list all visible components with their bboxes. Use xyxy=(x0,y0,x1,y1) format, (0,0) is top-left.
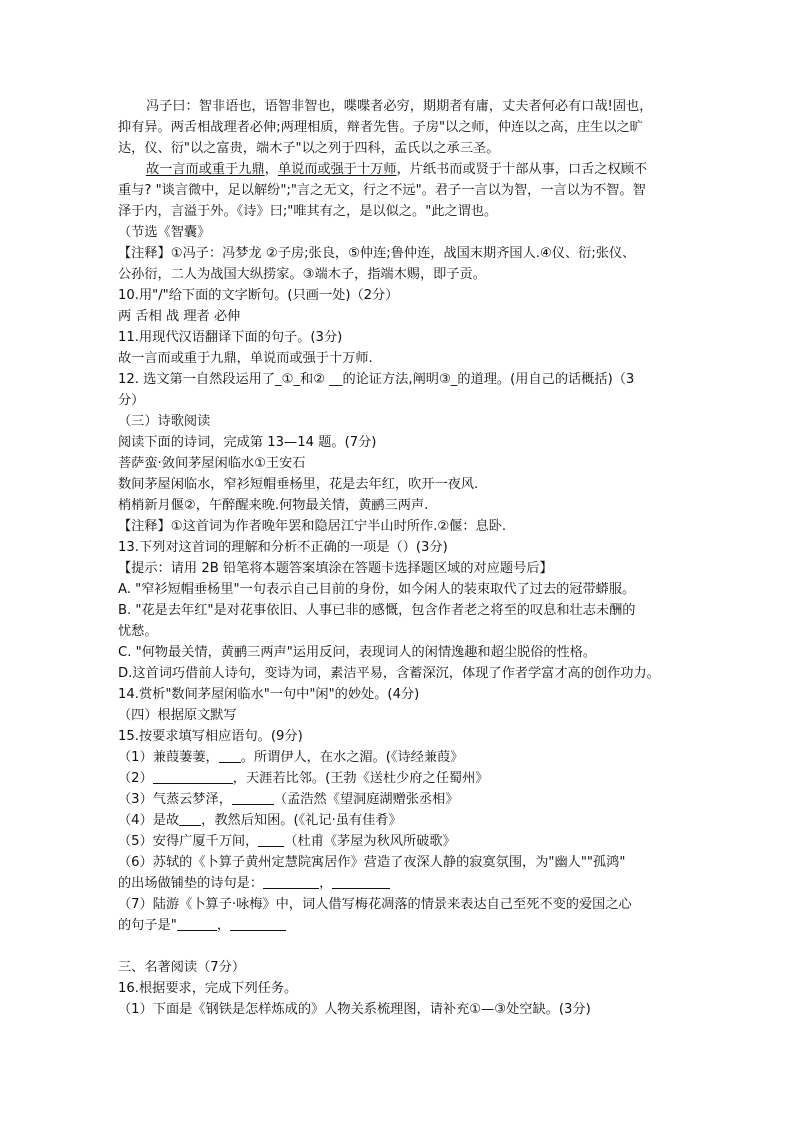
question-11-text: 故一言而或重于九鼎，单说而或强于十万师. xyxy=(118,351,373,366)
question-15-stem: 15.按要求填写相应语句。(9分) xyxy=(118,729,303,744)
dictation-item: （3）气蒸云梦泽， （孟浩然《望洞庭湖赠张丞相》 xyxy=(118,792,459,807)
answer-blank[interactable] xyxy=(230,916,286,931)
question-16-stem: 16.根据要求，完成下列任务。 xyxy=(118,981,298,996)
passage-line: 达，仪、衍"以之富贵，端木子"以之列于四科，孟氏以之承三圣。 xyxy=(118,141,500,156)
passage-line: 重与? "谈言微中，足以解纷";"言之无文，行之不远"。君子一言以为智，一言以为不智。智 xyxy=(118,183,646,198)
dictation-item: （2） ，天涯若比邻。(王勃《送杜少府之任蜀州》 xyxy=(118,771,489,786)
option-b-cont: 忧愁。 xyxy=(118,624,158,639)
section-heading: （四）根据原文默写 xyxy=(118,708,237,723)
option-c: C. "何物最关情，黄鹂三两声"运用反问，表现词人的闲情逸趣和超尘脱俗的性格。 xyxy=(118,645,597,660)
dictation-item: （7）陆游《卜算子·咏梅》中，词人借写梅花凋落的情景来表达自己至死不变的爱国之心 xyxy=(118,897,632,912)
dictation-item: （4）是故 ，教然后知困。(《礼记·虽有佳肴》 xyxy=(118,813,402,828)
answer-blank[interactable] xyxy=(332,874,390,889)
option-b: B. "花是去年红"是对花事依旧、人事已非的感慨，包含作者老之将至的叹息和壮志未酬的 xyxy=(118,603,636,618)
dictation-item: （1）兼葭萋萋， 。所谓伊人，在水之湄。(《诗经兼葭》 xyxy=(118,750,464,765)
dictation-item: 的句子是" ， xyxy=(118,916,286,936)
question-10-text: 两 舌相 战 理者 必伸 xyxy=(118,309,241,324)
passage-line: 故一言而或重于九鼎，单说而或强于十万师，片纸书而或贤于十部从事，口舌之权顾不 xyxy=(146,162,648,177)
answer-blank[interactable] xyxy=(219,748,241,763)
poem-line: 梢梢新月偃②，午醉醒来晚.何物最关情，黄鹂三两声. xyxy=(118,498,429,513)
question-11-stem: 11.用现代汉语翻译下面的句子。(3分) xyxy=(118,330,343,345)
underlined-phrase: 故一言而或重于九鼎 xyxy=(146,162,265,177)
section-heading: （三）诗歌阅读 xyxy=(118,414,211,429)
question-13-hint: 【提示：请用 2B 铅笔将本题答案填涂在答题卡选择题区域的对应题号后】 xyxy=(118,561,553,576)
answer-blank[interactable] xyxy=(232,790,274,805)
question-12-stem: 12. 选文第一自然段运用了_①_和② __的论证方法,阐明③_的道理。(用自己的话概括)（3 xyxy=(118,372,635,387)
passage-line: 泽于内，言溢于外。《诗》曰;"唯其有之，是以似之。"此之谓也。 xyxy=(118,204,498,219)
poem-title: 菩萨蛮·敛间茅屋闲临水①王安石 xyxy=(118,456,306,471)
answer-blank[interactable] xyxy=(153,769,233,784)
poem-notes: 【注释】①这首词为作者晚年罢和隐居江宁半山时所作.②偃：息卧. xyxy=(118,519,507,534)
poem-line: 数间茅屋闲临水，窄衫短帽垂杨里，花是去年红，吹开一夜风. xyxy=(118,477,479,492)
question-10-stem: 10.用"/"给下面的文字断句。(只画一处)（2分） xyxy=(118,288,399,303)
underlined-phrase: 单说而或强于十万师 xyxy=(277,162,397,177)
option-d: D.这首词巧借前人诗句，变诗为词，素洁平易，含蓄深沉，体现了作者学富才高的创作功力。 xyxy=(118,666,660,681)
poetry-intro: 阅读下面的诗词，完成第 13—14 题。(7分) xyxy=(118,435,377,450)
answer-blank[interactable] xyxy=(179,811,201,826)
question-13-stem: 13.下列对这首词的理解和分析不正确的一项是（）(3分) xyxy=(118,540,448,555)
dictation-item: 的出场做铺垫的诗句是： ， xyxy=(118,874,390,894)
question-16-1: （1）下面是《钢铁是怎样炼成的》人物关系梳理图，请补充①—③处空缺。(3分) xyxy=(118,1002,591,1017)
dictation-item: （6）苏轼的《卜算子黄州定慧院寓居作》营造了夜深人静的寂寞氛围，为"幽人""孤鸿" xyxy=(118,855,626,870)
answer-blank[interactable] xyxy=(258,832,284,847)
question-12-stem: 分） xyxy=(118,393,145,408)
option-a: A. "窄衫短帽垂杨里"一句表示自己目前的身份，如今闲人的装束取代了过去的冠带蟒服。 xyxy=(118,582,636,597)
passage-notes: 公孙衍，二人为战国大纵捞家。③端木子，指端木赐，即子贡。 xyxy=(118,267,486,282)
dictation-item: （5）安得广厦千万间， （杜甫《茅屋为秋风所破歌》 xyxy=(118,834,456,849)
passage-line: 抑有异。两舌相战理者必伸;两理相质，辩者先售。子房"以之师，仲连以之高，庄生以之旷 xyxy=(118,120,643,135)
answer-blank[interactable] xyxy=(263,874,319,889)
passage-line: 冯子曰：智非语也，语智非智也，喋喋者必穷，期期者有庸，丈夫者何必有口哉!固也， xyxy=(146,99,653,114)
answer-blank[interactable] xyxy=(177,916,217,931)
passage-notes: 【注释】①冯子：冯梦龙 ②子房;张良，⑤仲连;鲁仲连，战国末期齐国人.④仪、衍;张仪、 xyxy=(118,246,636,261)
section-heading: 三、名著阅读（7分） xyxy=(118,960,246,975)
passage-source: （节选《智囊》 xyxy=(118,225,211,240)
question-14-stem: 14.赏析"数间茅屋闲临水"一句中"闲"的妙处。(4分) xyxy=(118,687,420,702)
